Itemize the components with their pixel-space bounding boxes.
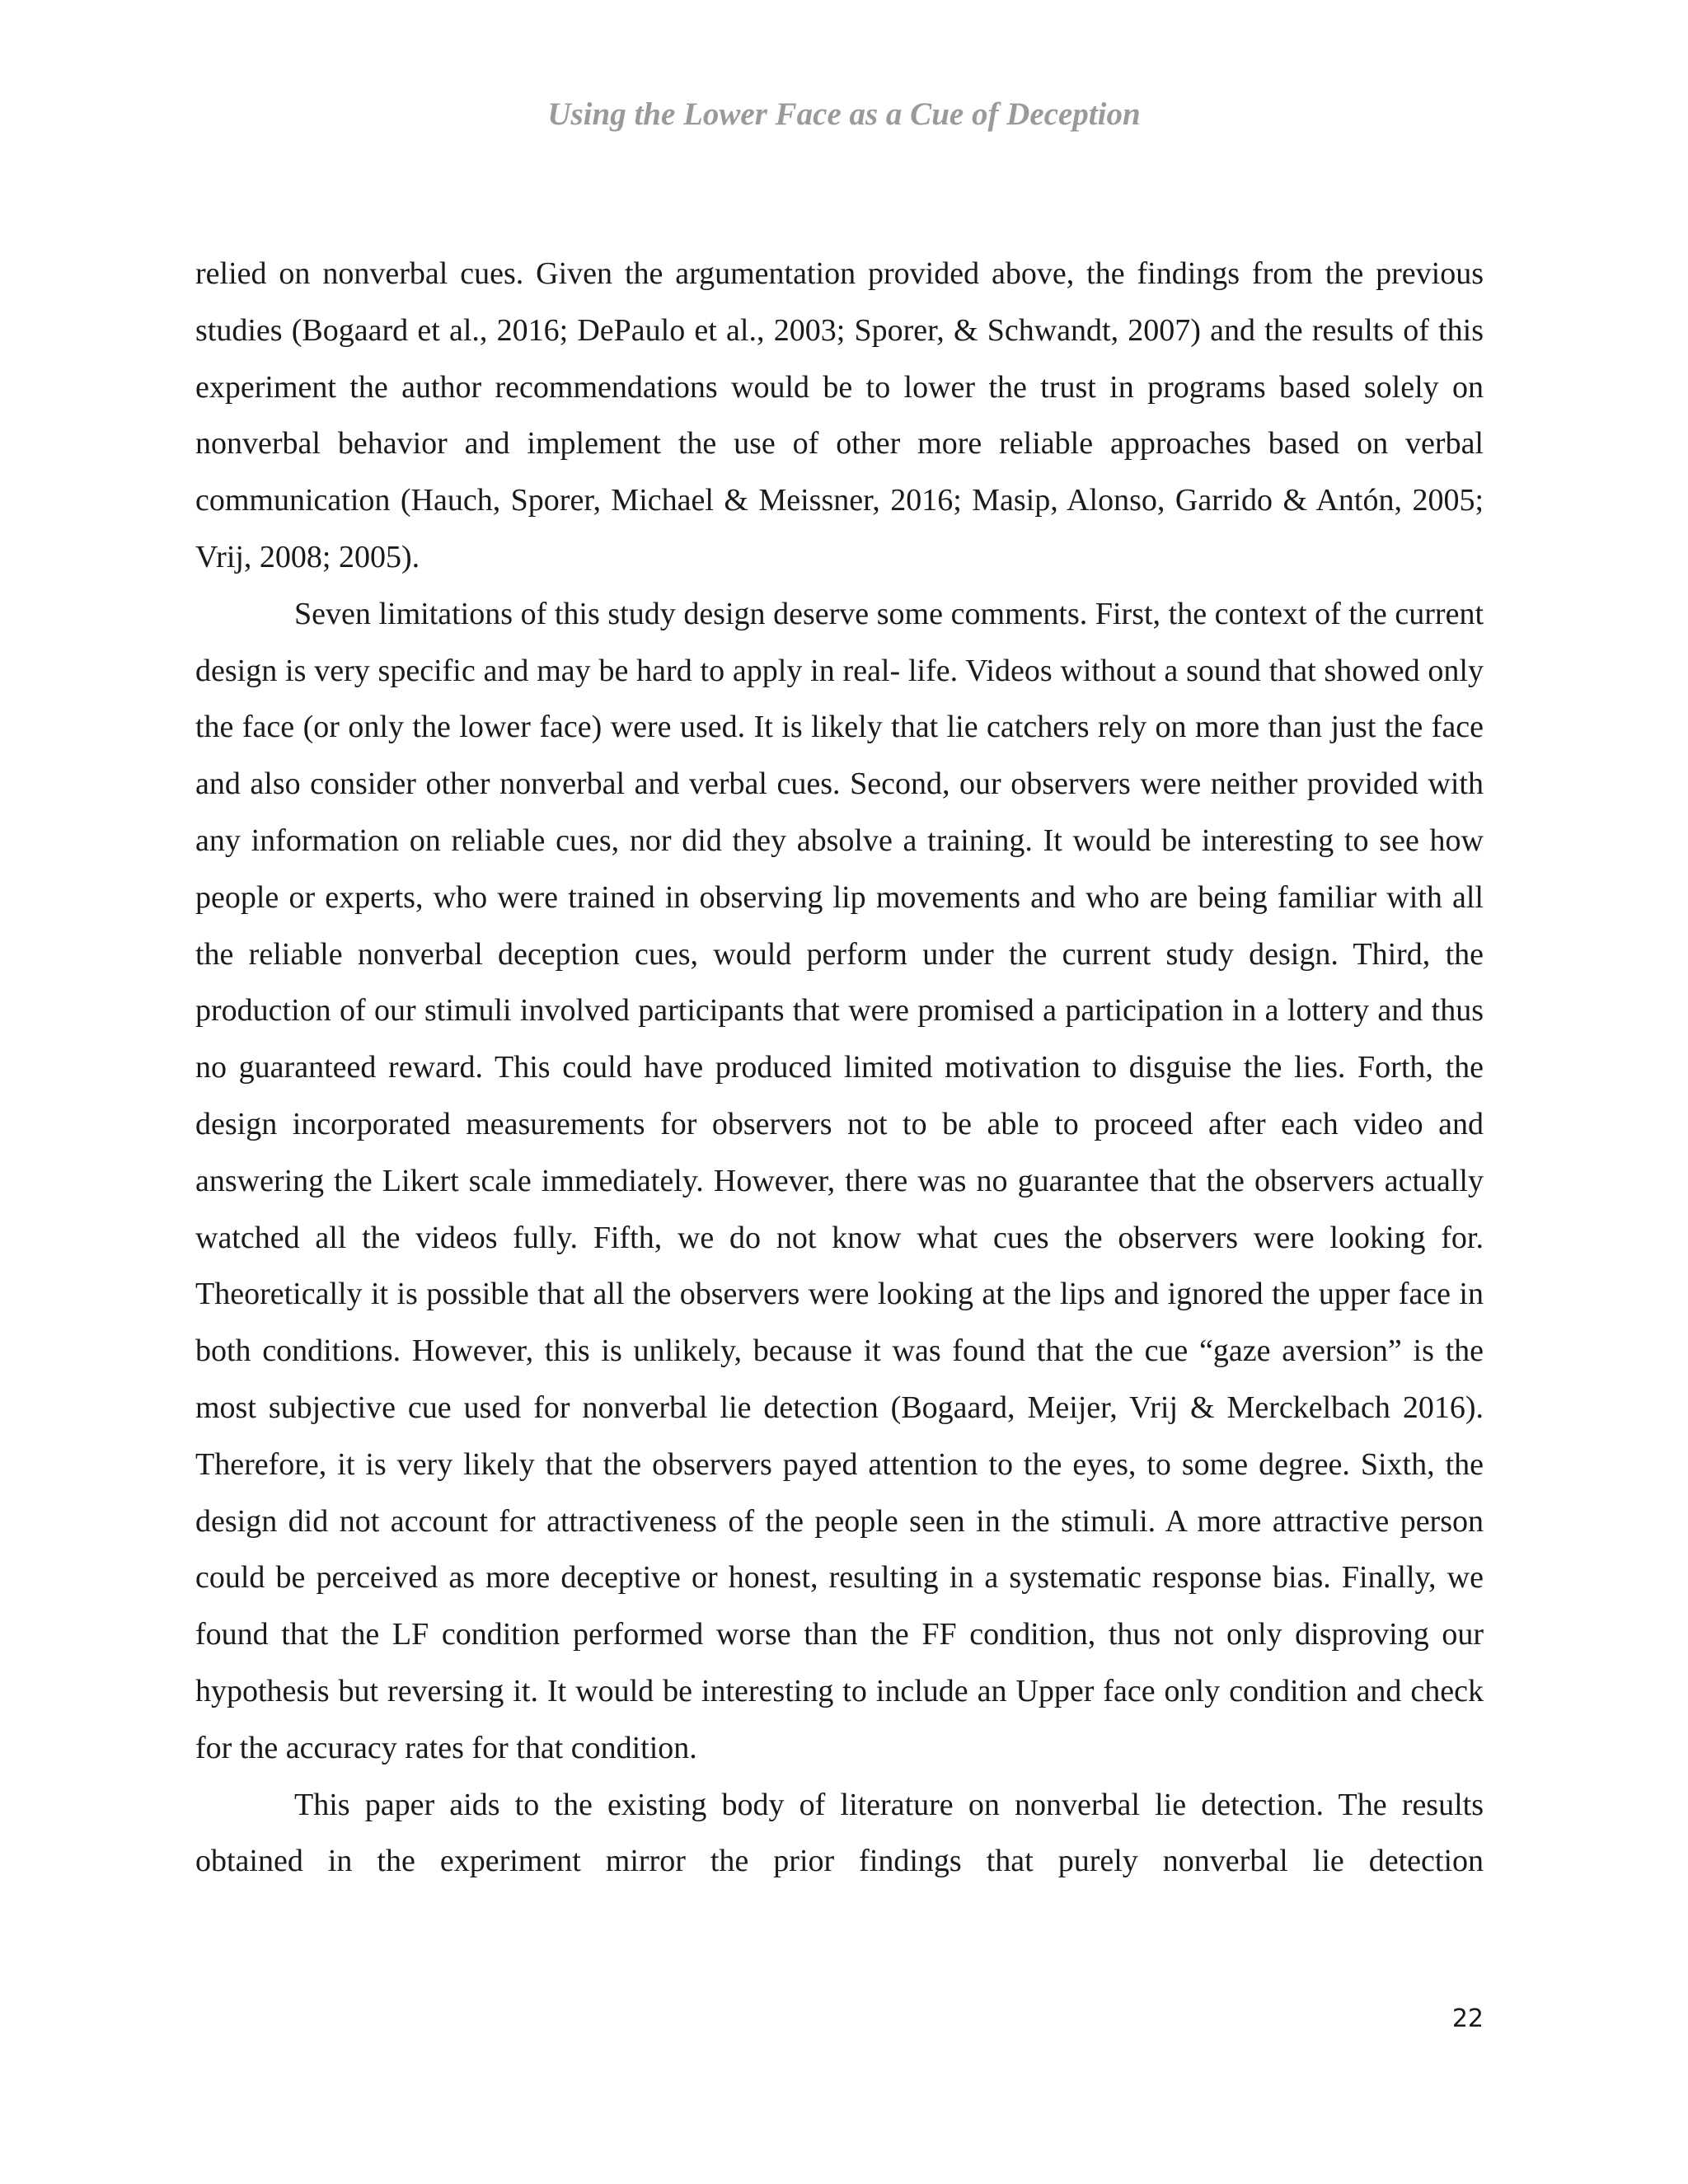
paragraph-continuation: relied on nonverbal cues. Given the argumentation provided above, the findings from the previous studies (Bogaard et al., 2016; DePaulo et al., 2003; Sporer, & Schwandt, 2007) and the results of this experiment the author recommendations would be to lower the trust in programs based solely on nonverbal behavior and implement the use of other more reliable approaches based on verbal communication (Hauch, Sporer, Michael & Meissner, 2016; Masip, Alonso, Garrido & Antón, 2005; Vrij, 2008; 2005).	[195, 256, 1484, 574]
page-number: 22	[1451, 2004, 1484, 2033]
paragraph-conclusion: This paper aids to the existing body of literature on nonverbal lie detection. The results obtained in the experiment mirror the prior findings that purely nonverbal lie detection	[195, 1787, 1484, 1879]
paragraph-limitations: Seven limitations of this study design deserve some comments. First, the context of the current design is very specific and may be hard to apply in real- life. Videos without a sound that showed only the face (or only the lower face) were used. It is likely that lie catchers rely on more than just the face and also consider other nonverbal and verbal cues. Second, our observers were neither provided with any information on reliable cues, nor did they absolve a training. It would be interesting to see how people or experts, who were trained in observing lip movements and who are being familiar with all the reliable nonverbal deception cues, would perform under the current study design. Third, the production of our stimuli involved participants that were promised a participation in a lottery and thus no guaranteed reward. This could have produced limited motivation to disguise the lies. Forth, the design incorporated measurements for observers not to be able to proceed after each video and answering the Likert scale immediately. However, there was no guarantee that the observers actually watched all the videos fully. Fifth, we do not know what cues the observers were looking for. Theoretically it is possible that all the observers were looking at the lips and ignored the upper face in both conditions. However, this is unlikely, because it was found that the cue “gaze aversion” is the most subjective cue used for nonverbal lie detection (Bogaard, Meijer, Vrij & Merckelbach 2016). Therefore, it is very likely that the observers payed attention to the eyes, to some degree. Sixth, the design did not account for attractiveness of the people seen in the stimuli. A more attractive person could be perceived as more deceptive or honest, resulting in a systematic response bias. Finally, we found that the LF condition performed worse than the FF condition, thus not only disproving our hypothesis but reversing it. It would be interesting to include an Upper face only condition and check for the accuracy rates for that condition.	[195, 596, 1484, 1765]
running-header: Using the Lower Face as a Cue of Deception	[547, 96, 1141, 132]
body-text	[195, 246, 1484, 1890]
